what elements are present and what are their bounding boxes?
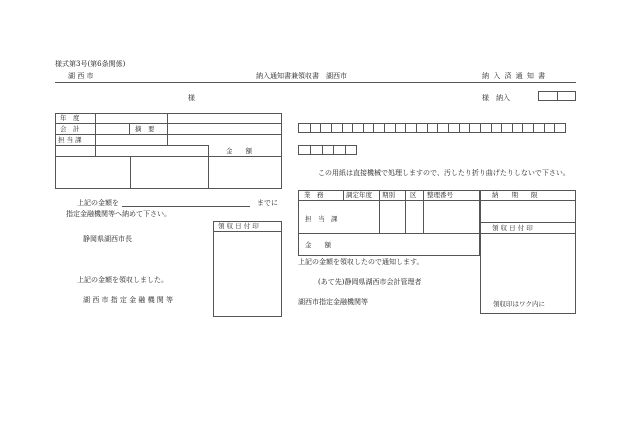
digit-cell-divider [480, 124, 481, 132]
header-seiri-bango: 整理番号 [427, 191, 453, 199]
stamp-note: 領収印はワク内に [493, 300, 545, 308]
digit-cell-divider [459, 124, 460, 132]
digit-cell-divider [544, 124, 545, 132]
digit-cell-divider [310, 146, 311, 154]
machine-notice: この用紙は直接機械で処理しますので、汚したり折り曲げたりしないで下さい。 [318, 169, 570, 177]
digit-cell-divider [345, 146, 346, 154]
header-noki-gen: 納 期 限 [492, 191, 538, 199]
sentence-pay-by-b: までに [257, 199, 278, 207]
left-stamp-box [213, 221, 282, 317]
left-sama-label: 様 [188, 94, 195, 102]
left-stamp-label: 領 収 日 付 印 [218, 222, 259, 230]
right-stamp-label: 領 収 日 付 印 [492, 224, 533, 232]
digit-cell-divider [331, 124, 332, 132]
digit-cell-divider [416, 124, 417, 132]
digit-cell-divider [395, 124, 396, 132]
digit-cell-divider [405, 124, 406, 132]
digit-cell-divider [322, 146, 323, 154]
city-name-left: 湖 西 市 [68, 72, 94, 80]
received-sentence: 上記の金額を領収しました。 [77, 276, 168, 284]
digit-cell-divider [448, 124, 449, 132]
label-nendo: 年 度 [60, 114, 80, 122]
digit-cell-divider [522, 124, 523, 132]
digit-cell-divider [501, 124, 502, 132]
nonyu-code-box [538, 91, 576, 101]
sentence-pay-to-bank: 指定金融機関等へ納めて下さい。 [66, 210, 171, 218]
label-tanto-ka-right: 担 当 課 [305, 215, 338, 223]
label-kingaku-left: 金 額 [226, 147, 252, 155]
digit-cell-divider [363, 124, 364, 132]
ocr-digit-row-1 [298, 123, 566, 133]
due-date-blank [122, 206, 250, 207]
left-bank-label: 湖 西 市 指 定 金 融 機 関 等 [83, 296, 174, 304]
notified-sentence: 上記の金額を領収したので通知します。 [298, 258, 424, 266]
digit-cell-divider [437, 124, 438, 132]
label-kingaku-right: 金 額 [305, 241, 331, 249]
accounting-manager: (あて先)静岡県湖西市会計管理者 [318, 278, 422, 286]
sentence-pay-by-a: 上記の金額を [77, 199, 119, 207]
digit-cell-divider [373, 124, 374, 132]
document-title: 納入通知書兼領収書 湖西市 [256, 72, 347, 80]
digit-cell-divider [554, 124, 555, 132]
mayor-label: 静岡県湖西市長 [83, 235, 132, 243]
digit-cell-divider [352, 124, 353, 132]
digit-cell-divider [491, 124, 492, 132]
sama-nonyu-label: 様 納入 [482, 94, 510, 102]
header-gyomu: 業 務 [304, 191, 324, 199]
digit-cell-divider [427, 124, 428, 132]
digit-cell-divider [512, 124, 513, 132]
digit-cell-divider [310, 124, 311, 132]
right-stamp-column [480, 190, 576, 314]
digit-cell-divider [384, 124, 385, 132]
form-number: 様式第3号(第6条関係) [55, 60, 126, 68]
label-kaikei: 会 計 [60, 125, 80, 133]
digit-cell-divider [469, 124, 470, 132]
notice-title-right: 納 入 済 通 知 書 [482, 72, 547, 80]
header-chotei-nendo: 調定年度 [346, 191, 372, 199]
header-rule [55, 82, 576, 83]
digit-cell-divider [342, 124, 343, 132]
label-tantoka: 担 当 課 [58, 136, 82, 144]
digit-cell-divider [320, 124, 321, 132]
digit-cell-divider [333, 146, 334, 154]
digit-cell-divider [533, 124, 534, 132]
right-bank-label: 湖西市指定金融機関等 [298, 298, 368, 306]
header-kibetsu: 期別 [382, 191, 395, 199]
label-tekiyo: 摘 要 [135, 125, 155, 133]
header-ku: 区 [410, 191, 417, 199]
ocr-digit-row-2 [298, 145, 357, 155]
